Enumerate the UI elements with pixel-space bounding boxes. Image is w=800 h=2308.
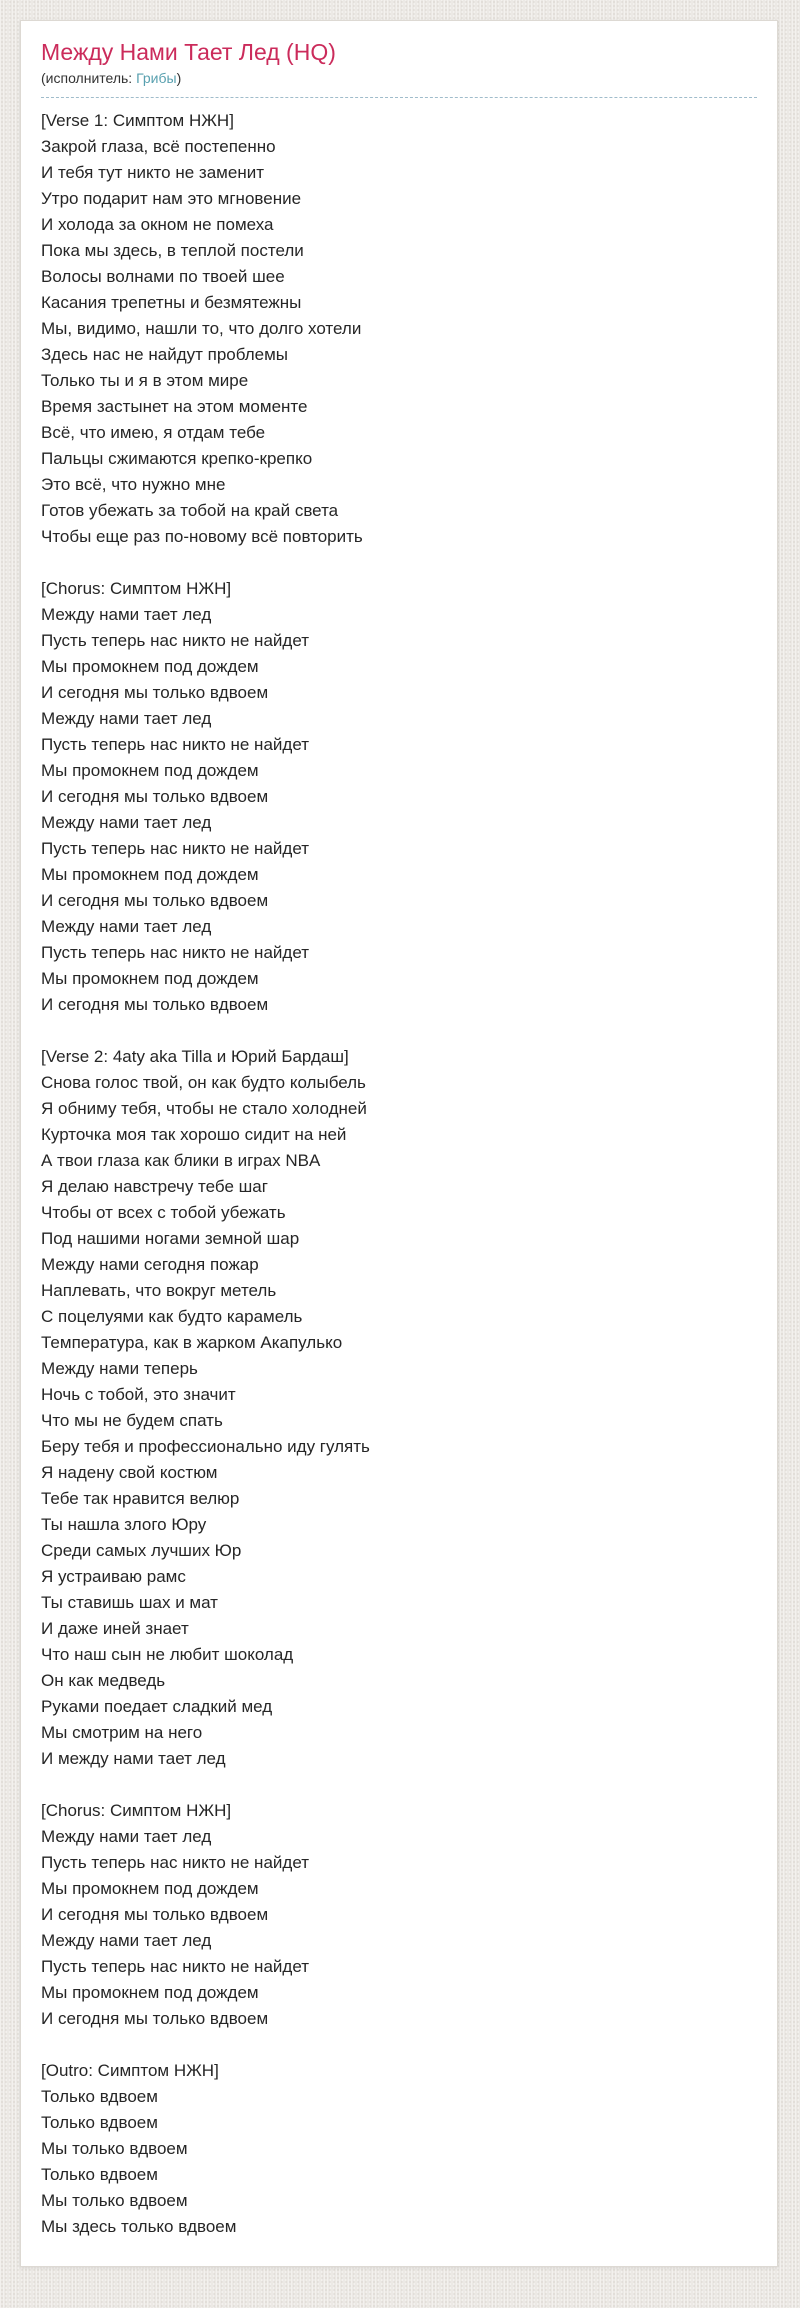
lyric-line: И холода за окном не помеха [41,215,274,234]
lyric-line: Что наш сын не любит шоколад [41,1645,294,1664]
lyric-line: Пальцы сжимаются крепко-крепко [41,449,313,468]
section-header: [Verse 1: Симптом НЖН] [41,111,234,130]
lyric-line: Пусть теперь нас никто не найдет [41,1853,309,1872]
lyric-line: Только вдвоем [41,2113,158,2132]
lyric-line: Беру тебя и профессионально иду гулять [41,1437,370,1456]
lyric-line: Волосы волнами по твоей шее [41,267,285,286]
lyric-line: Мы промокнем под дождем [41,761,259,780]
lyrics-section [41,1798,757,2032]
lyric-line: Между нами тает лед [41,1827,212,1846]
artist-prefix: (исполнитель: [41,70,137,86]
lyric-line: Это всё, что нужно мне [41,475,226,494]
lyric-line: Среди самых лучших Юр [41,1541,242,1560]
lyric-line: Закрой глаза, всё постепенно [41,137,276,156]
lyric-line: Между нами тает лед [41,605,212,624]
lyric-line: Мы промокнем под дождем [41,1879,259,1898]
lyric-line: Утро подарит нам это мгновение [41,189,302,208]
lyric-line: Мы, видимо, нашли то, что долго хотели [41,319,362,338]
lyric-line: Время застынет на этом моменте [41,397,308,416]
lyric-line: Наплевать, что вокруг метель [41,1281,277,1300]
lyric-line: Между нами тает лед [41,917,212,936]
lyric-line: Пусть теперь нас никто не найдет [41,1957,309,1976]
lyric-line: Мы только вдвоем [41,2191,188,2210]
lyric-line: И сегодня мы только вдвоем [41,787,269,806]
lyric-line: Пока мы здесь, в теплой постели [41,241,304,260]
lyric-line: Мы только вдвоем [41,2139,188,2158]
lyric-line: Курточка моя так хорошо сидит на ней [41,1125,347,1144]
lyric-line: Я надену свой костюм [41,1463,218,1482]
dotted-separator [41,97,757,98]
lyric-line: Ты ставишь шах и мат [41,1593,218,1612]
lyric-line: Руками поедает сладкий мед [41,1697,273,1716]
lyric-line: Касания трепетны и безмятежны [41,293,302,312]
lyric-line: Между нами тает лед [41,709,212,728]
artist-link[interactable]: Грибы [136,70,177,86]
lyric-line: Мы здесь только вдвоем [41,2217,237,2236]
lyric-line: Между нами тает лед [41,813,212,832]
lyric-line: Пусть теперь нас никто не найдет [41,735,309,754]
lyric-line: Я устраиваю рамс [41,1567,186,1586]
lyrics-section [41,1044,757,1772]
lyric-line: Ночь с тобой, это значит [41,1385,236,1404]
lyric-line: Мы промокнем под дождем [41,865,259,884]
lyric-line: Пусть теперь нас никто не найдет [41,943,309,962]
lyric-line: Чтобы еще раз по-новому всё повторить [41,527,363,546]
lyric-line: Что мы не будем спать [41,1411,223,1430]
lyric-line: Он как медведь [41,1671,166,1690]
lyric-line: Между нами сегодня пожар [41,1255,259,1274]
artist-suffix: ) [176,70,182,86]
lyric-line: И между нами тает лед [41,1749,226,1768]
lyric-line: И сегодня мы только вдвоем [41,2009,269,2028]
lyric-line: Мы промокнем под дождем [41,1983,259,2002]
lyric-line: Мы промокнем под дождем [41,657,259,676]
artist-line [41,69,757,88]
lyric-line: Мы промокнем под дождем [41,969,259,988]
lyric-line: Ты нашла злого Юру [41,1515,207,1534]
lyrics [41,108,757,2240]
lyric-line: Мы смотрим на него [41,1723,203,1742]
lyric-line: Я делаю навстречу тебе шаг [41,1177,268,1196]
lyric-line: С поцелуями как будто карамель [41,1307,303,1326]
lyric-line: Только ты и я в этом мире [41,371,249,390]
lyrics-section [41,108,757,550]
lyric-line: Чтобы от всех с тобой убежать [41,1203,286,1222]
lyric-line: Я обниму тебя, чтобы не стало холодней [41,1099,367,1118]
lyric-line: Между нами тает лед [41,1931,212,1950]
lyric-line: Под нашими ногами земной шар [41,1229,300,1248]
section-header: [Outro: Симптом НЖН] [41,2061,219,2080]
lyric-line: Только вдвоем [41,2165,158,2184]
section-header: [Chorus: Симптом НЖН] [41,1801,232,1820]
lyric-line: Тебе так нравится велюр [41,1489,240,1508]
section-header: [Verse 2: 4aty aka Tilla и Юрий Бардаш] [41,1047,349,1066]
lyric-line: И сегодня мы только вдвоем [41,891,269,910]
lyric-line: Всё, что имею, я отдам тебе [41,423,266,442]
lyric-line: Пусть теперь нас никто не найдет [41,839,309,858]
song-title: Между Нами Тает Лед (HQ) [41,39,336,65]
section-header: [Chorus: Симптом НЖН] [41,579,232,598]
lyric-line: Между нами теперь [41,1359,198,1378]
lyric-line: А твои глаза как блики в играх NBA [41,1151,321,1170]
lyric-line: И тебя тут никто не заменит [41,163,264,182]
lyric-line: Только вдвоем [41,2087,158,2106]
lyric-line: И сегодня мы только вдвоем [41,683,269,702]
lyrics-section [41,576,757,1018]
lyric-line: И сегодня мы только вдвоем [41,995,269,1014]
lyric-line: Температура, как в жарком Акапулько [41,1333,343,1352]
lyric-line: Здесь нас не найдут проблемы [41,345,288,364]
lyric-line: И даже иней знает [41,1619,189,1638]
lyrics-card [20,20,778,2267]
lyric-line: И сегодня мы только вдвоем [41,1905,269,1924]
lyric-line: Готов убежать за тобой на край света [41,501,339,520]
lyric-line: Пусть теперь нас никто не найдет [41,631,309,650]
lyrics-section [41,2058,757,2240]
lyric-line: Снова голос твой, он как будто колыбель [41,1073,366,1092]
page-background [0,20,800,2308]
